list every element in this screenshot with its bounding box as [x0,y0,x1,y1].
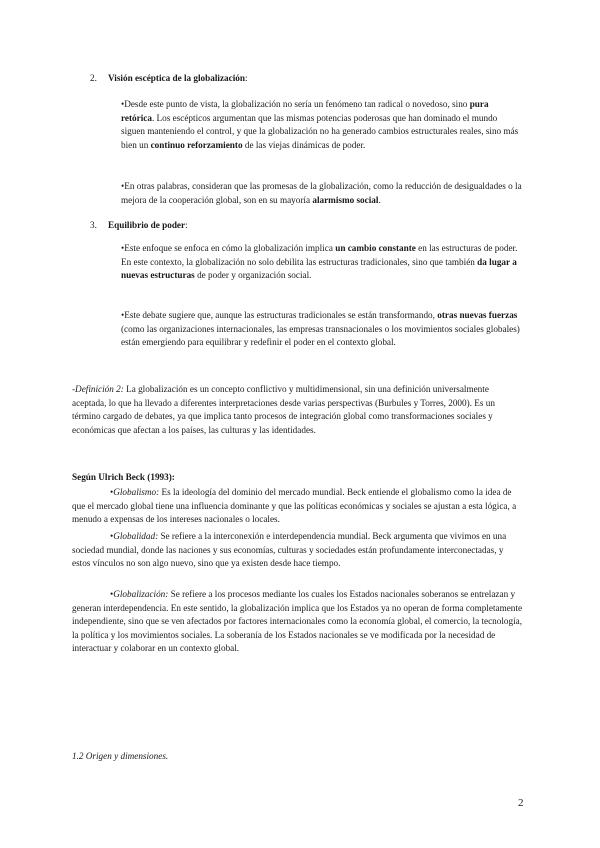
item-2-paragraph-1: •Desde este punto de vista, la globalización no sería un fenómeno tan radical o novedoso, sino pura retórica. Los escépticos argumentan que las mismas potencias poderosas que han dominado el mundo siguen manteniendo el control, y que la globalización no ha generado cambios estructurales reales, sino más bien un continuo reforzamiento de las viejas dinámicas de poder. [121,99,519,150]
item-2-paragraph-2: •En otras palabras, consideran que las promesas de la globalización, como la reducción de desigualdades o la mejora de la cooperación global, son en su mayoría alarmismo social. [121,181,522,205]
beck-heading: Según Ulrich Beck (1993): [72,472,175,482]
item-3-title: Equilibrio de poder [108,220,186,230]
beck-globalizacion: •Globalización: Se refiere a los procesos mediante los cuales los Estados nacionales soberanos se entrelazan y generan interdependencia. En este sentido, la globalización implica que los Estados ya no operan de forma completamente independiente, sino que se ven afectados por factores internacionales como la economía global, el comercio, la tecnología, la política y los movimientos sociales. La soberanía de los Estados nacionales se ve modificada por la necesidad de interactuar y colaborar en un contexto global. [72,589,523,654]
item-3-paragraph-1: •Este enfoque se enfoca en cómo la globalización implica un cambio constante en las estructuras de poder. En este contexto, la globalización no solo debilita las estructuras tradicionales, sino que también da lugar a nuevas estructuras de poder y organización social. [121,243,518,281]
item-2-heading: 2. Visión escéptica de la globalización: [90,72,530,86]
item-2-number: 2. [90,73,97,83]
item-2-title: Visión escéptica de la globalización [108,73,245,83]
item-3-heading: 3. Equilibrio de poder: [90,219,530,233]
page-number: 2 [518,797,524,809]
section-1-2-title: 1.2 Origen y dimensiones. [72,751,169,761]
definition-label: -Definición 2: [72,384,124,394]
item-3-paragraph-2: •Este debate sugiere que, aunque las estructuras tradicionales se están transformando, otras nuevas fuerzas (como las organizaciones internacionales, las empresas transnacionales o los movimientos sociales globales) están emergiendo para equilibrar y redefinir el poder en el contexto global. [121,310,520,348]
item-3-number: 3. [90,220,97,230]
beck-globalismo: •Globalismo: Es la ideología del dominio del mercado mundial. Beck entiende el globalismo como la idea de que el mercado global tiene una influencia dominante y que las políticas económicas y sociales se ajustan a esta lógica, a menudo a expensas de los intereses nacionales o locales. [72,487,517,525]
beck-globalidad: •Globalidad: Se refiere a la interconexión e interdependencia mundial. Beck argumenta que vivimos en una sociedad mundial, donde las naciones y sus economías, culturas y sociedades están profundamente interconectadas, y estos vínculos no son algo nuevo, sino que ya existen desde hace tiempo. [72,531,507,569]
definition-2-paragraph: -Definición 2: La globalización es un concepto conflictivo y multidimensional, sin una definición universalmente aceptada, lo que ha llevado a diferentes interpretaciones desde varias perspectivas (Burbules y Torres, 2000). Es un término cargado de debates, ya que implica tanto procesos de integración global como transformaciones sociales y económicas que afectan a los países, las culturas y las identidades. [72,384,495,435]
